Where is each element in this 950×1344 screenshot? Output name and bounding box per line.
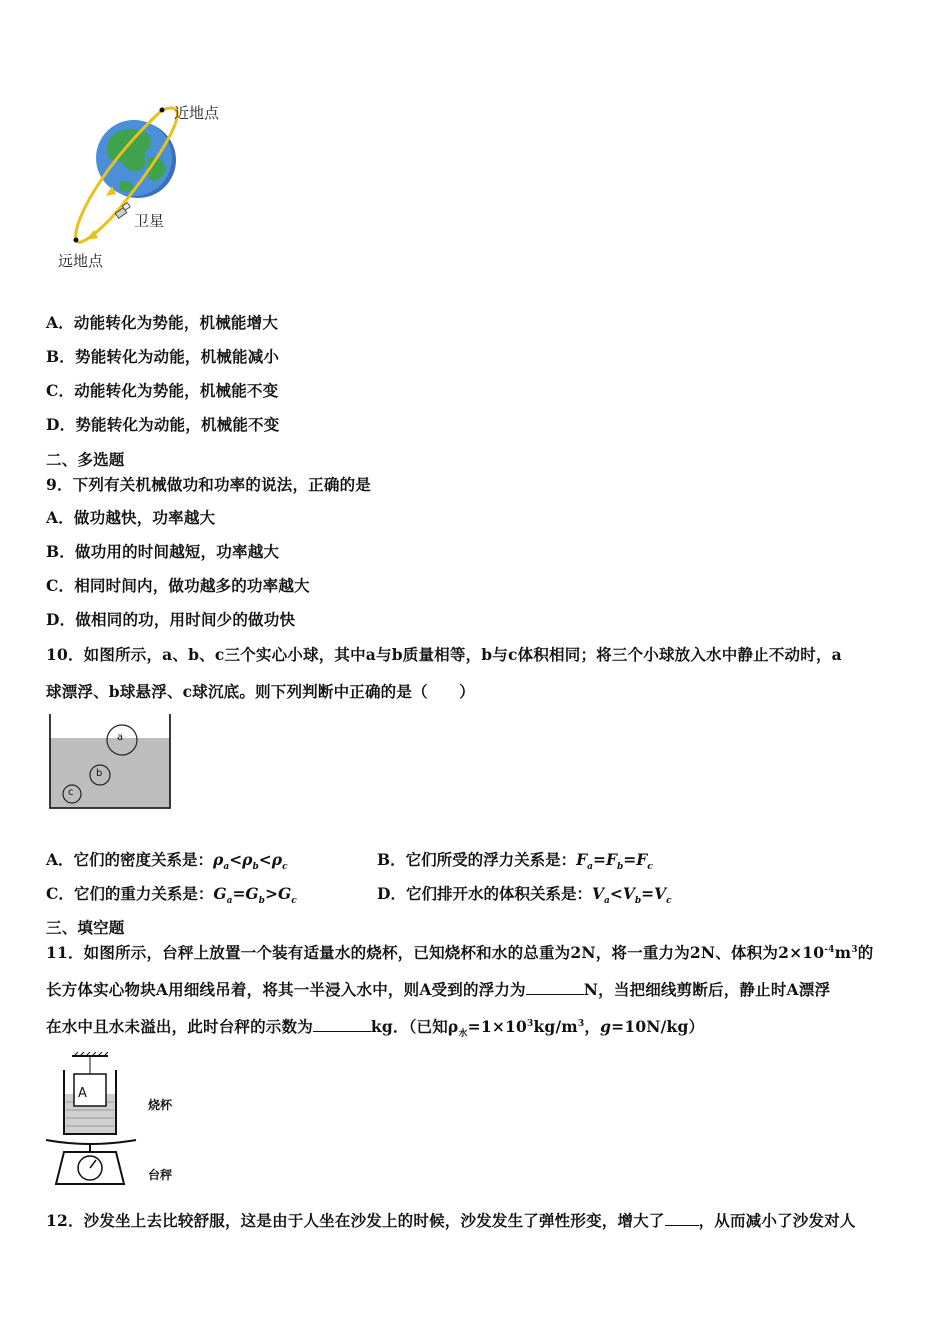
- scale-beaker-diagram: [44, 1052, 204, 1186]
- symbol-g: g: [600, 1017, 612, 1036]
- q11-text: 长方体实心物块A用细线吊着，将其一半浸入水中，则A受到的浮力为: [46, 980, 526, 999]
- near-point-label: 近地点: [174, 104, 220, 122]
- q11-text: =1×10: [467, 1017, 527, 1036]
- sym: F: [576, 850, 588, 869]
- q10-stem-line1: 10．如图所示，a、b、c三个实心小球，其中a与b质量相等，b与c体积相同；将三个小球放入水中静止不动时，a: [46, 645, 842, 664]
- q11-line1: [46, 941, 873, 963]
- unit: kg/m: [533, 1017, 578, 1036]
- sym: <ρ: [229, 850, 253, 869]
- q11-text: 的: [857, 943, 874, 962]
- ball-a-label: a: [117, 732, 124, 743]
- q10-option-c-text: C．它们的重力关系是：: [46, 884, 214, 903]
- q10-figure: [46, 712, 176, 812]
- q9-option-d: D．做相同的功，用时间少的做功快: [46, 610, 296, 629]
- far-point-label: 远地点: [58, 252, 104, 270]
- sym: <ρ: [258, 850, 283, 869]
- q11-text: kg．（已知ρ: [370, 1017, 459, 1036]
- sym: =F: [623, 850, 648, 869]
- sym: V: [591, 884, 604, 903]
- sub: c: [666, 896, 672, 907]
- q10-option-a-text: A．它们的密度关系是：: [46, 850, 214, 869]
- block-a-label: A: [78, 1086, 87, 1101]
- q11-text: ，: [584, 1017, 601, 1036]
- sym: G: [213, 884, 227, 903]
- q10-option-a: [46, 848, 288, 872]
- q10-option-b: [377, 848, 653, 872]
- q12-text: ，从而减小了沙发对人: [698, 1211, 856, 1230]
- sym: ρ: [213, 850, 224, 869]
- q10-option-b-text: B．它们所受的浮力关系是：: [377, 850, 577, 869]
- q10-stem-line2: 球漂浮、b球悬浮、c球沉底。则下列判断中正确的是（ ）: [46, 682, 475, 701]
- q9-stem: 9．下列有关机械做功和功率的说法，正确的是: [46, 475, 371, 494]
- sub: a: [226, 896, 233, 907]
- q12-line1: [46, 1209, 856, 1231]
- section-title-fill-in: 三、填空题: [46, 918, 125, 937]
- q10-option-c: [46, 882, 297, 906]
- q11-text: 在水中且水未溢出，此时台秤的示数为: [46, 1017, 313, 1036]
- sym: >G: [264, 884, 292, 903]
- ball-b-label: b: [96, 768, 103, 779]
- satellite-label: 卫星: [134, 212, 165, 230]
- near-point-dot: [160, 108, 165, 113]
- sub: b: [616, 862, 624, 873]
- sym: =G: [232, 884, 259, 903]
- q11-line2: [46, 978, 830, 1000]
- section-title-multiple-choice: 二、多选题: [46, 450, 125, 469]
- exponent: 3: [527, 1018, 534, 1029]
- q11-answer-blank-1[interactable]: [526, 980, 584, 995]
- water-container-diagram: [46, 712, 176, 812]
- q9-option-c: C．相同时间内，做功越多的功率越大: [46, 576, 310, 595]
- q12-text: 12．沙发坐上去比较舒服，这是由于人坐在沙发上的时候，沙发发生了弹性形变，增大了: [46, 1211, 665, 1230]
- far-point-dot: [74, 238, 79, 243]
- exponent: 3: [851, 944, 858, 955]
- sub: c: [282, 862, 288, 873]
- sub: b: [634, 896, 642, 907]
- scale-pan: [46, 1140, 136, 1144]
- q10-option-d: [377, 882, 672, 906]
- subscript: 水: [458, 1029, 468, 1040]
- sub: c: [291, 896, 297, 907]
- q11-figure: [44, 1052, 204, 1186]
- sub: b: [258, 896, 265, 907]
- q11-text: 11．如图所示，台秤上放置一个装有适量水的烧杯，已知烧杯和水的总重为2N，将一重力为2N、体积为2×10: [46, 943, 825, 962]
- q8-option-c: C．动能转化为势能，机械能不变: [46, 381, 279, 400]
- sym: =V: [641, 884, 667, 903]
- q8-option-a: A．动能转化为势能，机械能增大: [46, 313, 279, 332]
- q11-text: N，当把细线剪断后，静止时A漂浮: [583, 980, 831, 999]
- q9-option-b: B．做功用的时间越短，功率越大: [46, 542, 280, 561]
- ball-c-label: c: [68, 787, 74, 798]
- orbit-figure: [50, 98, 250, 278]
- exponent: 3: [577, 1018, 585, 1029]
- sym: =F: [592, 850, 617, 869]
- q11-line3: [46, 1015, 704, 1039]
- beaker-label: 烧杯: [148, 1098, 173, 1112]
- unit: m: [834, 943, 852, 962]
- scale-label: 台秤: [148, 1168, 173, 1182]
- sub: a: [587, 862, 593, 873]
- sub: a: [603, 896, 610, 907]
- q11-text: =10N/kg）: [611, 1017, 705, 1036]
- q10-option-d-text: D．它们排开水的体积关系是：: [377, 884, 592, 903]
- q8-option-b: B．势能转化为动能，机械能减小: [46, 347, 280, 366]
- q11-answer-blank-2[interactable]: [313, 1017, 371, 1032]
- sub: b: [252, 862, 259, 873]
- q12-answer-blank[interactable]: [665, 1211, 699, 1226]
- sym: <V: [609, 884, 635, 903]
- sub: a: [223, 862, 230, 873]
- sub: c: [647, 862, 653, 873]
- q8-option-d: D．势能转化为动能，机械能不变: [46, 415, 280, 434]
- q9-option-a: A．做功越快，功率越大: [46, 508, 216, 527]
- exponent: -4: [824, 944, 835, 955]
